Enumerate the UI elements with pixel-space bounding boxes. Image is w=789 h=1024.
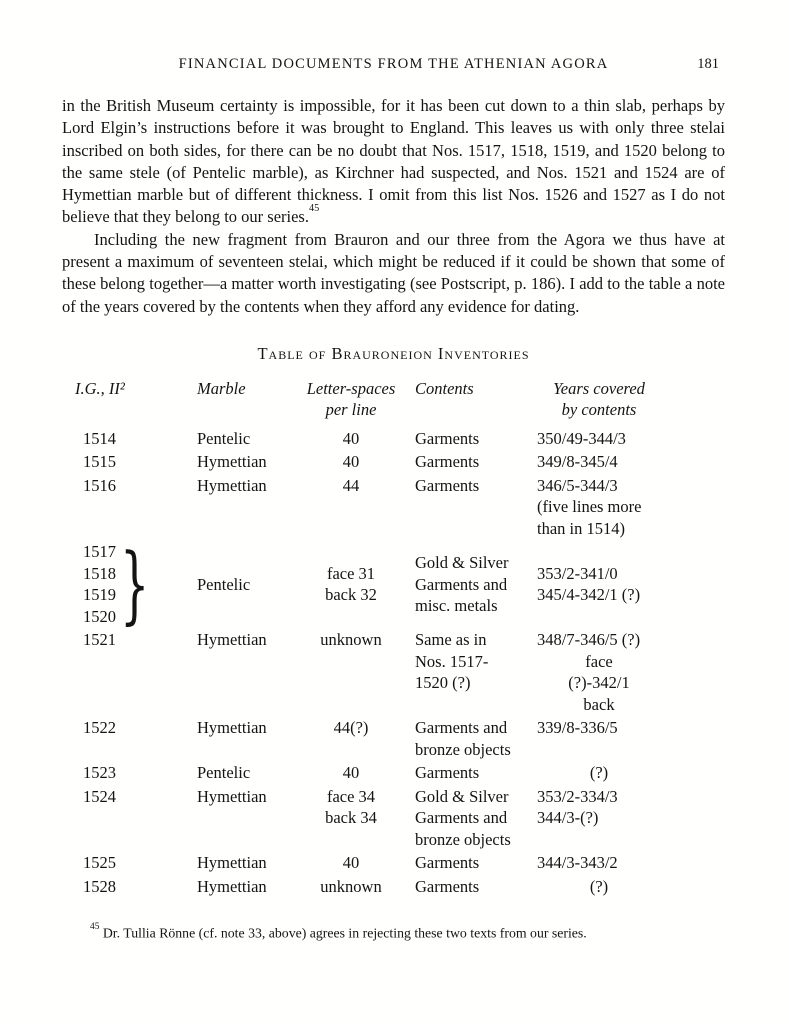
group-numbers: 1517 1518 1519 1520 — [83, 542, 116, 626]
paragraph-2 — [62, 229, 725, 318]
table-row-1525: 1525 Hymettian 40 Garments 344/3-343/2 — [83, 853, 618, 873]
table-row-1528: 1528 Hymettian unknown Garments (?) — [83, 876, 609, 896]
column-header-marble: Marble — [197, 378, 246, 398]
table-row-1524: 1524 Hymettian face 34 back 34 Gold & Silver Garments and bronze objects 353/2-334/3 344/3-(?) — [83, 786, 618, 849]
paragraph-2-text: Including the new fragment from Brauron and our three from the Agora we thus have at present a maximum of seventeen stelai, which might be reduced if it could be shown that some of these belong together—a matter worth investigating (see Postscript, p. 186). I add to the table a note of the years covered by the contents when they afford any evidence for dating. — [62, 229, 725, 316]
footnote — [62, 921, 725, 943]
running-header — [62, 56, 725, 73]
column-header-ig: I.G., II² — [75, 378, 125, 398]
table-title: Table of Brauroneion Inventories — [257, 343, 530, 363]
paragraph-1 — [62, 95, 725, 229]
table-header-row — [75, 378, 661, 421]
table-row-group-1517-1520: 1517 1518 1519 1520 } Pentelic face 31 back 32 Gold & Silver Garments and misc. metals 353/2-341/0 345/4-342/1 (?) — [83, 535, 641, 634]
column-header-letter-spaces: Letter-spaces per line — [306, 378, 396, 420]
body-text — [62, 95, 725, 318]
table-row-1514: 1514 Pentelic 40 Garments 350/49-344/3 — [83, 428, 626, 448]
column-header-years: Years covered by contents — [553, 378, 645, 420]
table-row-1523: 1523 Pentelic 40 Garments (?) — [83, 763, 609, 783]
grouping-brace: } — [120, 535, 150, 634]
inventories-table — [75, 378, 661, 898]
footnote-text: Dr. Tullia Rönne (cf. note 33, above) agrees in rejecting these two texts from our series. — [102, 926, 587, 942]
page-number: 181 — [697, 56, 719, 72]
table-row-1521: 1521 Hymettian unknown Same as in Nos. 1517- 1520 (?) 348/7-346/5 (?) face (?)-342/1 back — [83, 630, 641, 714]
table-row-1522: 1522 Hymettian 44(?) Garments and bronze objects 339/8-336/5 — [83, 718, 618, 759]
header-title: FINANCIAL DOCUMENTS FROM THE ATHENIAN AGORA — [178, 56, 609, 72]
paragraph-1-text: in the British Museum certainty is impossible, for it has been cut down to a thin slab, perhaps by Lord Elgin’s instructions before it was brought to England. This leaves us with only three stelai inscribed on both sides, for there can be no doubt that Nos. 1517, 1518, 1519, and 1520 belong to the same stele (of Pentelic marble), as Kirchner had suspected, and Nos. 1521 and 1524 are of Hymettian marble but of different thickness. I omit from this list Nos. 1526 and 1527 as I do not believe that they belong to our series. — [62, 96, 725, 227]
table-row-1515: 1515 Hymettian 40 Garments 349/8-345/4 — [83, 452, 618, 472]
table-row-1516: 1516 Hymettian 44 Garments 346/5-344/3 (five lines more than in 1514) — [83, 475, 642, 538]
footnote-reference: 45 — [308, 203, 320, 215]
column-header-contents: Contents — [415, 378, 474, 398]
footnote-marker: 45 — [90, 921, 100, 932]
